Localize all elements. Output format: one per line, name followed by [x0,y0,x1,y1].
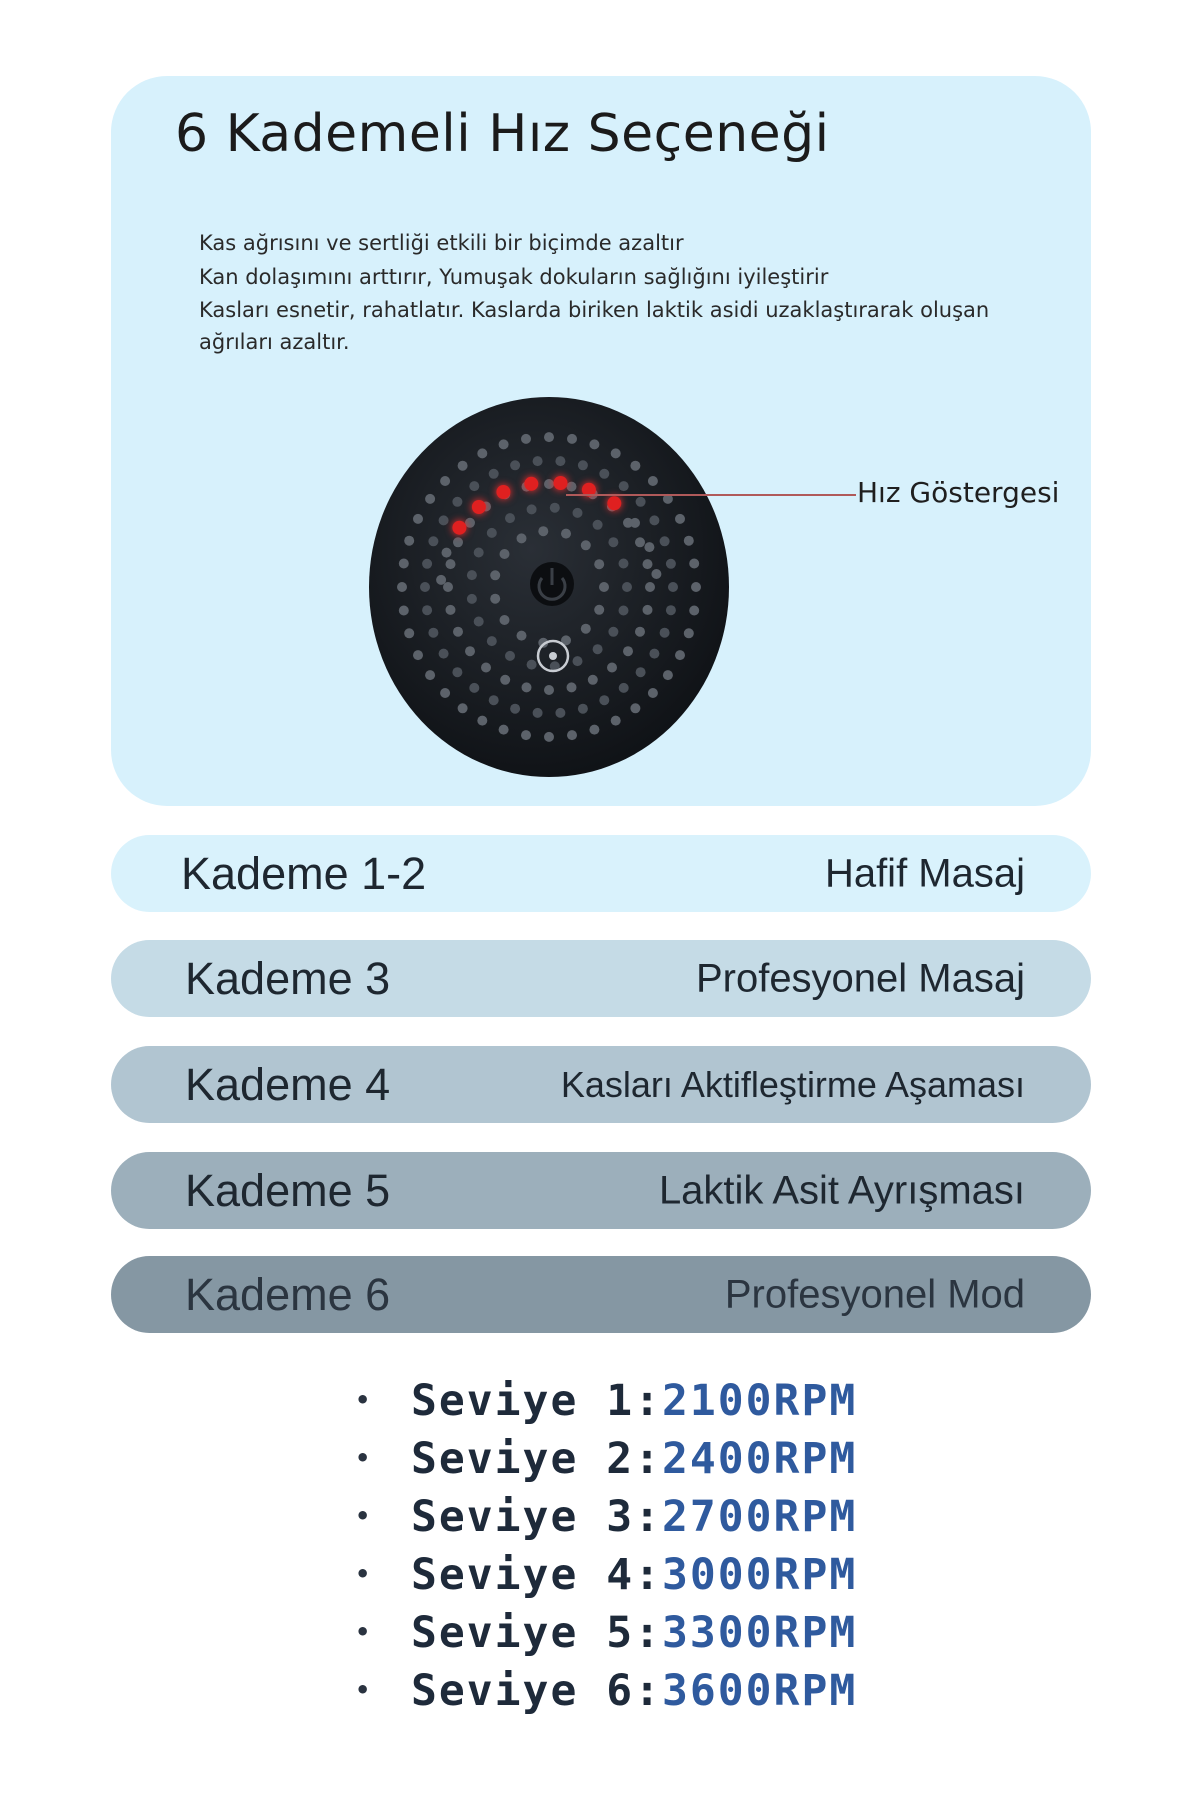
grille-dot [477,716,487,726]
grille-dot [668,582,678,592]
grille-dot [648,476,658,486]
grille-dot [561,529,571,539]
grille-dot [458,703,468,713]
indicator-led-on [452,521,466,535]
grille-dot [533,456,543,466]
grille-dot [521,730,531,740]
grille-dot [469,481,479,491]
grille-dot [611,448,621,458]
grille-dot [660,628,670,638]
grille-dot [643,605,653,615]
grille-dot [490,594,500,604]
level-description: Laktik Asit Ayrışması [658,1168,1025,1212]
grille-dot [611,716,621,726]
grille-dot [425,670,435,680]
grille-dot [490,570,500,580]
grille-dot [675,650,685,660]
grille-dot [428,536,438,546]
grille-dot [527,504,537,514]
grille-dot [649,515,659,525]
grille-dot [510,460,520,470]
grille-dot [619,606,629,616]
speed-list [355,1372,857,1720]
indicator-label: Hız Göstergesi [857,476,1060,509]
indicator-led-on [607,496,621,510]
grille-dot [636,497,646,507]
speed-value: 2100RPM [662,1376,858,1426]
level-name: Kademe 3 [185,952,391,1004]
grille-dot [578,460,588,470]
indicator-led-on [554,476,568,490]
grille-dot [467,570,477,580]
grille-dot [474,548,484,558]
grille-dot [622,582,632,592]
grille-dot [567,434,577,444]
grille-dot [689,606,699,616]
grille-dot [399,606,409,616]
grille-dot [505,513,515,523]
grille-dot [691,582,701,592]
grille-dot [689,559,699,569]
grille-dot [630,461,640,471]
indicator-led-on [496,485,510,499]
grille-dot [594,559,604,569]
grille-dot [599,695,609,705]
grille-dot [446,605,456,615]
power-button-icon [530,562,574,606]
level-row-3 [111,940,1091,1017]
grille-dot [649,649,659,659]
bullet-icon: • [355,1617,373,1646]
grille-dot [607,663,617,673]
speed-item [355,1662,857,1720]
grille-dot [499,439,509,449]
bullet-icon: • [355,1443,373,1472]
level-name: Kademe 4 [185,1058,391,1110]
speed-label: Seviye 2: [411,1434,662,1484]
speed-item [355,1430,857,1488]
grille-dot [413,514,423,524]
speed-item [355,1604,857,1662]
grille-dot [589,439,599,449]
grille-dot [573,508,583,518]
grille-dot [623,646,633,656]
grille-dot [465,518,475,528]
grille-dot [593,644,603,654]
speed-value: 3000RPM [662,1550,858,1600]
grille-dot [465,646,475,656]
grille-dot [589,725,599,735]
grille-dot [544,479,554,489]
speed-value: 3300RPM [662,1608,858,1658]
grille-dot [428,628,438,638]
grille-dot [684,628,694,638]
grille-dot [499,725,509,735]
grille-dot [477,448,487,458]
grille-dot [439,515,449,525]
grille-dot [399,559,409,569]
level-description: Hafif Masaj [824,851,1025,895]
speed-label: Seviye 1: [411,1376,662,1426]
speed-value: 3600RPM [662,1666,858,1716]
grille-dot [581,624,591,634]
level-row-6 [111,1256,1091,1333]
grille-dot [581,540,591,550]
grille-dot [619,481,629,491]
grille-dot [517,631,527,641]
grille-dot [521,434,531,444]
grille-dot [404,628,414,638]
grille-dot [397,582,407,592]
grille-dot [420,582,430,592]
grille-dot [439,649,449,659]
grille-dot [500,675,510,685]
grille-dot [489,469,499,479]
speed-label: Seviye 3: [411,1492,662,1542]
grille-dot [510,704,520,714]
indicator-led-off [442,548,452,558]
grille-dot [666,605,676,615]
grille-dot [578,704,588,714]
grille-dot [489,695,499,705]
hero-panel [111,76,1091,806]
grille-dot [645,582,655,592]
grille-dot [599,582,609,592]
bullet-icon: • [355,1501,373,1530]
grille-dot [505,651,515,661]
grille-dot [538,526,548,536]
bullet-icon: • [355,1559,373,1588]
grille-dot [567,482,577,492]
grille-dot [630,703,640,713]
speed-item [355,1546,857,1604]
level-name: Kademe 5 [185,1164,391,1216]
grille-dot [619,683,629,693]
grille-dot [594,605,604,615]
benefit-item: Kasları esnetir, rahatlatır. Kaslarda biriken laktik asidi uzaklaştırarak oluşan ağrıları azaltır. [199,298,990,354]
indicator-pointer-line [566,494,856,496]
grille-dot [544,432,554,442]
grille-dot [619,559,629,569]
grille-dot [440,476,450,486]
grille-dot [452,667,462,677]
grille-dot [555,456,565,466]
grille-dot [567,682,577,692]
grille-dot [635,627,645,637]
grille-dot [527,660,537,670]
indicator-led-off [630,518,640,528]
grille-dot [522,682,532,692]
grille-dot [608,537,618,547]
speed-item [355,1372,857,1430]
grille-dot [593,520,603,530]
speed-label: Seviye 5: [411,1608,662,1658]
grille-dot [467,594,477,604]
grille-dot [500,549,510,559]
grille-dot [487,636,497,646]
grille-dot [422,559,432,569]
grille-dot [599,469,609,479]
speed-label: Seviye 6: [411,1666,662,1716]
level-description: Profesyonel Mod [724,1272,1025,1316]
bullet-icon: • [355,1385,373,1414]
speed-value: 2700RPM [662,1492,858,1542]
grille-dot [666,559,676,569]
grille-dot [635,537,645,547]
level-row-5 [111,1152,1091,1229]
grille-dot [481,663,491,673]
grille-dot [555,708,565,718]
level-row-1-2 [111,835,1091,912]
level-name: Kademe 6 [185,1268,391,1320]
grille-dot [474,617,484,627]
grille-dot [573,656,583,666]
grille-dot [533,708,543,718]
speed-label: Seviye 4: [411,1550,662,1600]
grille-dot [660,536,670,546]
grille-dot [684,536,694,546]
grille-dot [544,685,554,695]
grille-dot [636,667,646,677]
grille-dot [425,494,435,504]
indicator-led-on [524,477,538,491]
grille-dot [550,503,560,513]
grille-dot [440,688,450,698]
benefit-item: Kan dolaşımını arttırır, Yumuşak dokuların sağlığını iyileştirir [199,265,829,289]
grille-dot [452,497,462,507]
indicator-led-off [651,569,661,579]
grille-dot [588,675,598,685]
grille-dot [469,683,479,693]
grille-dot [500,615,510,625]
grille-dot [643,559,653,569]
grille-dot [422,605,432,615]
grille-dot [453,537,463,547]
grille-dot [413,650,423,660]
grille-dot [487,528,497,538]
grille-dot [675,514,685,524]
benefit-list [199,226,1049,358]
level-name: Kademe 1-2 [181,847,427,899]
level-description: Profesyonel Masaj [695,956,1025,1000]
grille-dot [648,688,658,698]
benefit-item: Kas ağrısını ve sertliği etkili bir biçimde azaltır [199,231,684,255]
grille-dot [446,559,456,569]
speed-item [355,1488,857,1546]
grille-dot [404,536,414,546]
bullet-icon: • [355,1675,373,1704]
level-row-4 [111,1046,1091,1123]
hero-title: 6 Kademeli Hız Seçeneği [175,104,830,164]
indicator-led-off [644,542,654,552]
indicator-led-on [472,500,486,514]
grille-dot [663,670,673,680]
grille-dot [608,627,618,637]
speed-value: 2400RPM [662,1434,858,1484]
grille-dot [517,533,527,543]
grille-dot [567,730,577,740]
level-description: Kasları Aktifleştirme Aşaması [560,1063,1025,1105]
indicator-led-off [436,575,446,585]
grille-dot [544,732,554,742]
grille-dot [458,461,468,471]
grille-dot [453,627,463,637]
massage-gun-head [368,396,731,778]
